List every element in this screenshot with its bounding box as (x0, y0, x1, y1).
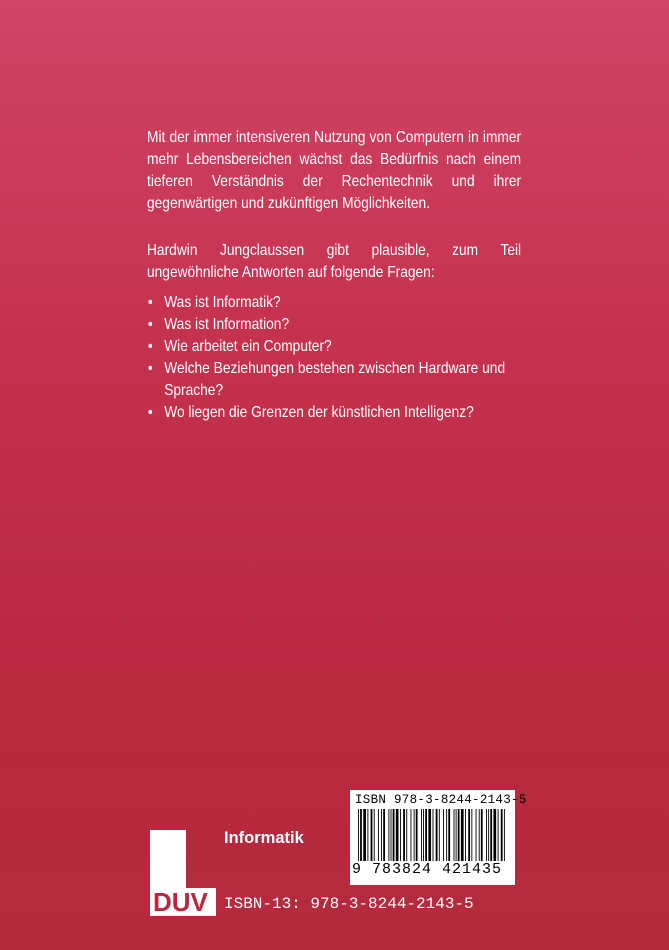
bullet-icon: • (147, 316, 153, 333)
barcode (350, 790, 527, 885)
svg-text:DUV: DUV (153, 887, 208, 916)
barcode-digits: 9 783824 421435 (352, 861, 503, 878)
intro-paragraph: Mit der immer intensiveren Nutzung von Computern in immer mehr Lebensbereichen wächst das Bedürfnis nach einem tieferen Verständnis der Rechentechnik und ihrer gegenwärtigen und zukünftigen Möglichkeiten. (147, 129, 522, 212)
list-item: • Was ist Informatik? (147, 292, 521, 314)
question-list (147, 292, 521, 424)
publisher-logo (150, 830, 216, 916)
author-paragraph: Hardwin Jungclaussen gibt plausible, zum Teil ungewöhnliche Antworten auf folgende Fragen: (147, 242, 522, 281)
list-item: • Wie arbeitet ein Computer? (147, 336, 521, 358)
isbn13-text: ISBN-13: 978-3-8244-2143-5 (224, 895, 474, 913)
series-label: Informatik (224, 829, 304, 847)
bullet-icon: • (147, 294, 153, 311)
list-item: • Was ist Information? (147, 314, 521, 336)
list-item: • Welche Beziehungen bestehen zwischen Hardware und Sprache? (147, 360, 506, 399)
barcode-isbn-label: ISBN 978-3-8244-2143-5 (355, 793, 527, 807)
bullet-icon: • (147, 338, 153, 355)
list-item: • Wo liegen die Grenzen der künstlichen Intelligenz? (147, 402, 521, 424)
barcode-bars (358, 809, 508, 867)
bullet-icon: • (147, 360, 153, 377)
bullet-icon: • (147, 404, 153, 421)
